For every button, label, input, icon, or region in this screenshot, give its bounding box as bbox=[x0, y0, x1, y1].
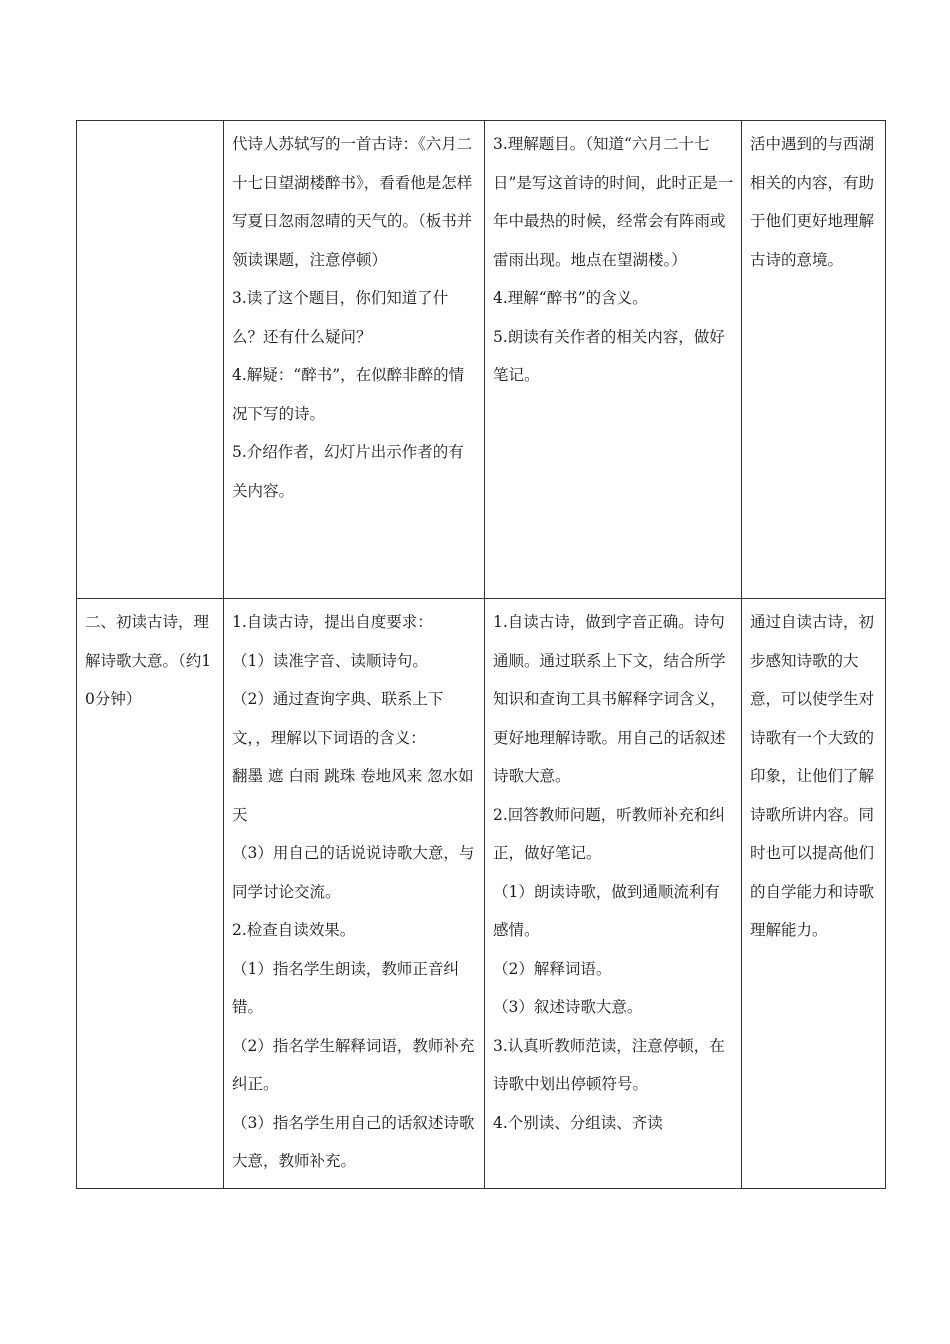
paragraph: 通过自读古诗，初步感知诗歌的大意，可以使学生对诗歌有一个大致的印象，让他们了解诗歌所讲内容。同时也可以提高他们的自学能力和诗歌理解能力。 bbox=[750, 613, 875, 939]
paragraph: （3）叙述诗歌大意。 bbox=[493, 998, 643, 1016]
paragraph: 3.理解题目。（知道“六月二十七日”是写这首诗的时间，此时正是一年中最热的时候，经常会有阵雨或雷雨出现。地点在望湖楼。） bbox=[493, 135, 734, 269]
paragraph: 4.理解“醉书”的含义。 bbox=[493, 289, 648, 307]
paragraph: 5.朗读有关作者的相关内容，做好笔记。 bbox=[493, 327, 725, 384]
paragraph: 活中遇到的与西湖相关的内容，有助于他们更好地理解古诗的意境。 bbox=[750, 135, 875, 269]
paragraph: 翻墨 遮 白雨 跳珠 卷地风来 忽水如天 bbox=[232, 767, 474, 824]
student-activity-cell bbox=[485, 599, 742, 1189]
paragraph: （2）指名学生解释词语，教师补充纠正。 bbox=[232, 1036, 475, 1093]
lesson-plan-table bbox=[76, 120, 886, 1189]
paragraph: （3）用自己的话说说诗歌大意，与同学讨论交流。 bbox=[232, 844, 475, 901]
paragraph: （1）指名学生朗读，教师正音纠错。 bbox=[232, 959, 459, 1016]
teacher-activity-cell bbox=[224, 599, 485, 1189]
paragraph: 5.介绍作者，幻灯片出示作者的有关内容。 bbox=[232, 443, 464, 500]
student-activity-cell bbox=[485, 121, 742, 599]
stage-cell bbox=[77, 121, 224, 599]
paragraph: 2.检查自读效果。 bbox=[232, 921, 356, 939]
stage-cell bbox=[77, 599, 224, 1189]
design-intent-cell bbox=[742, 599, 886, 1189]
paragraph: （2）解释词语。 bbox=[493, 959, 612, 978]
paragraph: （1）读准字音、读顺诗句。 bbox=[232, 651, 428, 670]
teacher-activity-cell bbox=[224, 121, 485, 599]
paragraph: （3）指名学生用自己的话叙述诗歌大意，教师补充。 bbox=[232, 1113, 475, 1170]
paragraph: 1.自读古诗，做到字音正确。诗句通顺。通过联系上下文，结合所学知识和查询工具书解释字词含义，更好地理解诗歌。用自己的话叙述诗歌大意。 bbox=[493, 613, 726, 785]
paragraph: （1）朗读诗歌，做到通顺流利有感情。 bbox=[493, 882, 720, 939]
paragraph: 4.个别读、分组读、齐读 bbox=[493, 1113, 663, 1132]
paragraph: 代诗人苏轼写的一首古诗：《六月二十七日望湖楼醉书》，看看他是怎样写夏日忽雨忽晴的天气的。（板书并领读课题，注意停顿） bbox=[232, 135, 473, 269]
table-row bbox=[77, 121, 886, 599]
paragraph: 4.解疑：“醉书”，在似醉非醉的情况下写的诗。 bbox=[232, 366, 465, 423]
paragraph: （2）通过查询字典、联系上下文，，理解以下词语的含义： bbox=[232, 690, 444, 747]
paragraph: 2.回答教师问题，听教师补充和纠正，做好笔记。 bbox=[493, 805, 725, 862]
table-row bbox=[77, 599, 886, 1189]
design-intent-cell bbox=[742, 121, 886, 599]
paragraph: 二、初读古诗，理解诗歌大意。（约10分钟） bbox=[85, 613, 212, 708]
paragraph: 3.认真听教师范读，注意停顿，在诗歌中划出停顿符号。 bbox=[493, 1036, 725, 1093]
paragraph: 1.自读古诗，提出自度要求： bbox=[232, 613, 433, 631]
paragraph: 3.读了这个题目，你们知道了什么？还有什么疑问？ bbox=[232, 289, 449, 346]
